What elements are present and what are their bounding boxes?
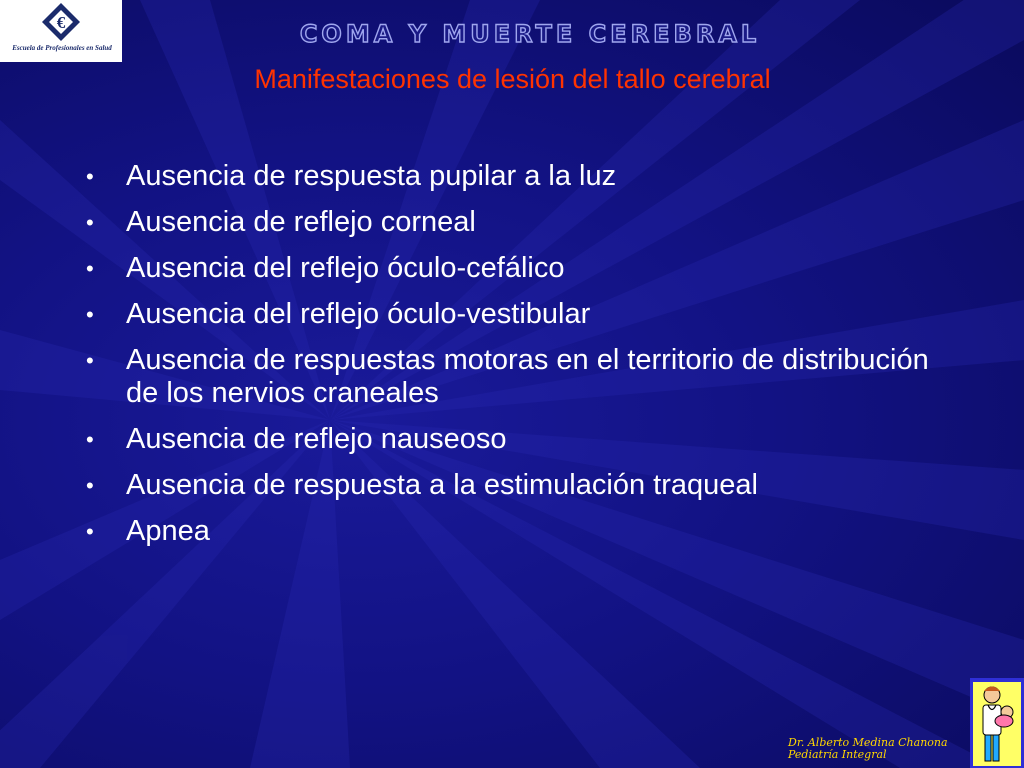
bullet-text: Ausencia del reflejo óculo-cefálico	[126, 252, 565, 284]
bullet-item	[86, 252, 946, 285]
doctor-clipart	[970, 678, 1024, 768]
bullet-symbol: •	[86, 427, 94, 452]
bullet-symbol: •	[86, 256, 94, 281]
bullet-text: Ausencia de respuesta a la estimulación traqueal	[126, 469, 758, 501]
author-name: Dr. Alberto Medina Chanona	[788, 736, 948, 749]
escuela-logo-icon	[0, 0, 122, 46]
bullet-text: Ausencia del reflejo óculo-vestibular	[126, 298, 591, 330]
bullet-item	[86, 160, 946, 193]
bullet-text: Ausencia de respuesta pupilar a la luz	[126, 160, 617, 192]
bullet-symbol: •	[86, 348, 94, 373]
bullet-item	[86, 423, 946, 456]
svg-text:€: €	[56, 13, 66, 32]
school-logo	[0, 0, 122, 62]
bullet-symbol: •	[86, 164, 94, 189]
bullet-item	[86, 515, 946, 548]
bullet-list	[86, 160, 946, 561]
bullet-symbol: •	[86, 473, 94, 498]
bullet-symbol: •	[86, 210, 94, 235]
bullet-symbol: •	[86, 519, 94, 544]
author-department: Pediatría Integral	[788, 748, 887, 761]
bullet-text: Apnea	[126, 515, 210, 547]
bullet-symbol: •	[86, 302, 94, 327]
bullet-text: Ausencia de reflejo nauseoso	[126, 423, 507, 455]
logo-institution-name: Escuela de Profesionales en Salud	[12, 44, 112, 52]
bullet-item	[86, 298, 946, 331]
bullet-text: Ausencia de reflejo corneal	[126, 206, 476, 238]
doctor-with-baby-icon	[970, 678, 1024, 768]
slide-title: COMA Y MUERTE CEREBRAL	[299, 20, 761, 48]
bullet-item	[86, 469, 946, 502]
slide-subtitle: Manifestaciones de lesión del tallo cerebral	[254, 64, 771, 94]
bullet-item	[86, 344, 946, 410]
bullet-text: Ausencia de respuestas motoras en el territorio de distribución de los nervios craneales	[126, 344, 929, 409]
author-signature	[788, 737, 948, 761]
bullet-item	[86, 206, 946, 239]
